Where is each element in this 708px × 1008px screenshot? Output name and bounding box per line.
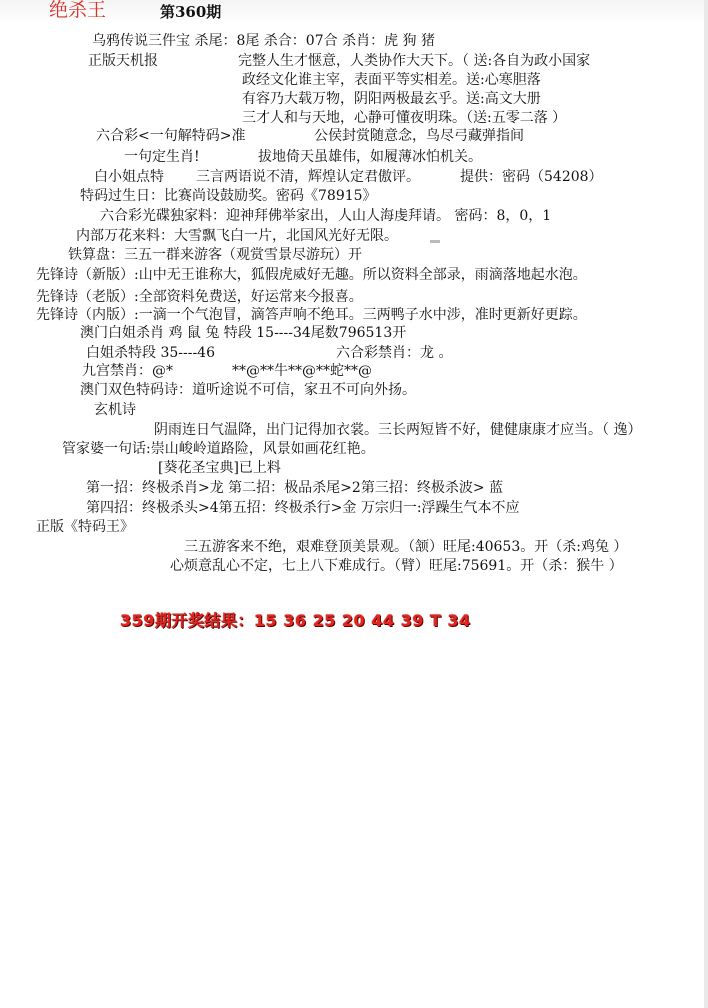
line-double-color: 澳门双色特码诗：道听途说不可信，家丑不可向外扬。 [80, 382, 416, 398]
line-kuihua-title: [葵花圣宝典]已上料 [158, 460, 281, 476]
line-xuanji-poem: 阴雨连日气温降，出门记得加衣裳。三长两短皆不好，健健康康才应当。（ 逸） [154, 422, 642, 438]
header-band [0, 0, 708, 24]
line-poem-new: 先锋诗（新版）:山中无王谁称大，狐假虎威好无趣。所以资料全部录，雨滴落地起水泡。 [36, 267, 587, 283]
line-tianji-2: 政经文化谁主宰，表面平等实相差。送:心寒胆落 [242, 72, 541, 88]
line-housekeeper: 管家婆一句话:崇山峻岭道路险，风景如画花红艳。 [62, 441, 375, 457]
line-tianji-label: 正版天机报 [88, 53, 158, 69]
line-crow-legend: 乌鸦传说三件宝 杀尾：8尾 杀合：07合 杀肖：虎 狗 猪 [92, 33, 435, 49]
line-poem-inner: 先锋诗（内版）:一滴一个气泡冒，滴答声响不绝耳。三两鸭子水中涉，准时更新好更踪。 [36, 307, 587, 323]
line-tema-poem-2: 心烦意乱心不定，七上八下难成行。（臂）旺尾:75691。开（杀：猴牛 ） [170, 558, 623, 574]
line-one-sentence-1: 公侯封赏随意念，鸟尽弓藏弹指间 [314, 128, 524, 144]
line-moves-2: 第四招：终极杀头>4第五招：终极杀行>金 万宗归一:浮躁生气本不应 [86, 500, 520, 516]
page-title: 绝杀王 [49, 0, 107, 21]
line-tianji-4: 三才人和与天地，心静可懂夜明珠。（送:五零二落 ） [242, 110, 567, 126]
line-poem-old: 先锋诗（老版）:全部资料免费送，好运常来今报喜。 [36, 289, 363, 305]
line-tema-wang: 正版《特码王》 [36, 519, 134, 535]
line-moves-1: 第一招：终极杀肖>龙 第二招：极品杀尾>2第三招：终极杀波> 蓝 [86, 480, 503, 496]
draw-result: 359期开奖结果：15 36 25 20 44 39 T 34 [120, 611, 471, 630]
line-tianji-1: 完整人生才惬意，人类协作大天下。（ 送:各自为政小国家 [238, 53, 591, 69]
line-disc-exclusive: 六合彩光碟独家料：迎神拜佛举家出，人山人海虔拜请。 密码：8，0，1 [100, 208, 552, 224]
line-macau-baijie: 澳门白姐杀肖 鸡 鼠 兔 特段 15----34尾数796513开 [80, 325, 407, 341]
line-baixiaojie-text: 三言两语说不清，辉煌认定君傲评。 [196, 169, 420, 185]
line-nine-palace-label: 九宫禁肖：@* [82, 363, 173, 379]
line-baixiaojie-code: 提供：密码（54208） [460, 169, 603, 185]
line-tema-poem-1: 三五游客来不绝，艰难登顶美景观。（颔）旺尾:40653。开（杀:鸡兔 ） [184, 539, 628, 555]
line-baixiaojie-label: 白小姐点特 [94, 169, 164, 185]
dash-mark [430, 240, 440, 243]
line-birthday: 特码过生日：比赛尚设鼓励奖。密码《78915》 [80, 188, 377, 204]
line-baijie-segment: 白姐杀特段 35----46 [86, 345, 216, 361]
line-tianji-3: 有容乃大载万物，阴阳两极最玄乎。送:高文大册 [242, 91, 541, 107]
line-one-sentence-2: 拔地倚天虽雄伟，如履薄冰怕机关。 [258, 149, 482, 165]
page-edge [704, 0, 708, 1008]
line-wanhua: 内部万花来料：大雪飘飞白一片，北国风光好无限。 [76, 228, 398, 244]
line-xuanji-title: 玄机诗 [94, 402, 136, 418]
period-label: 第360期 [160, 3, 222, 21]
line-nine-palace-codes: **@**牛**@**蛇**@ [232, 363, 372, 379]
line-abacus: 铁算盘：三五一群来游客（观赏雪景尽游玩）开 [68, 247, 362, 263]
line-forbidden-zodiac: 六合彩禁肖：龙 。 [336, 345, 453, 361]
line-zodiac-label: 一句定生肖! [124, 149, 200, 165]
line-one-sentence-label: 六合彩<一句解特码>准 [96, 128, 246, 144]
